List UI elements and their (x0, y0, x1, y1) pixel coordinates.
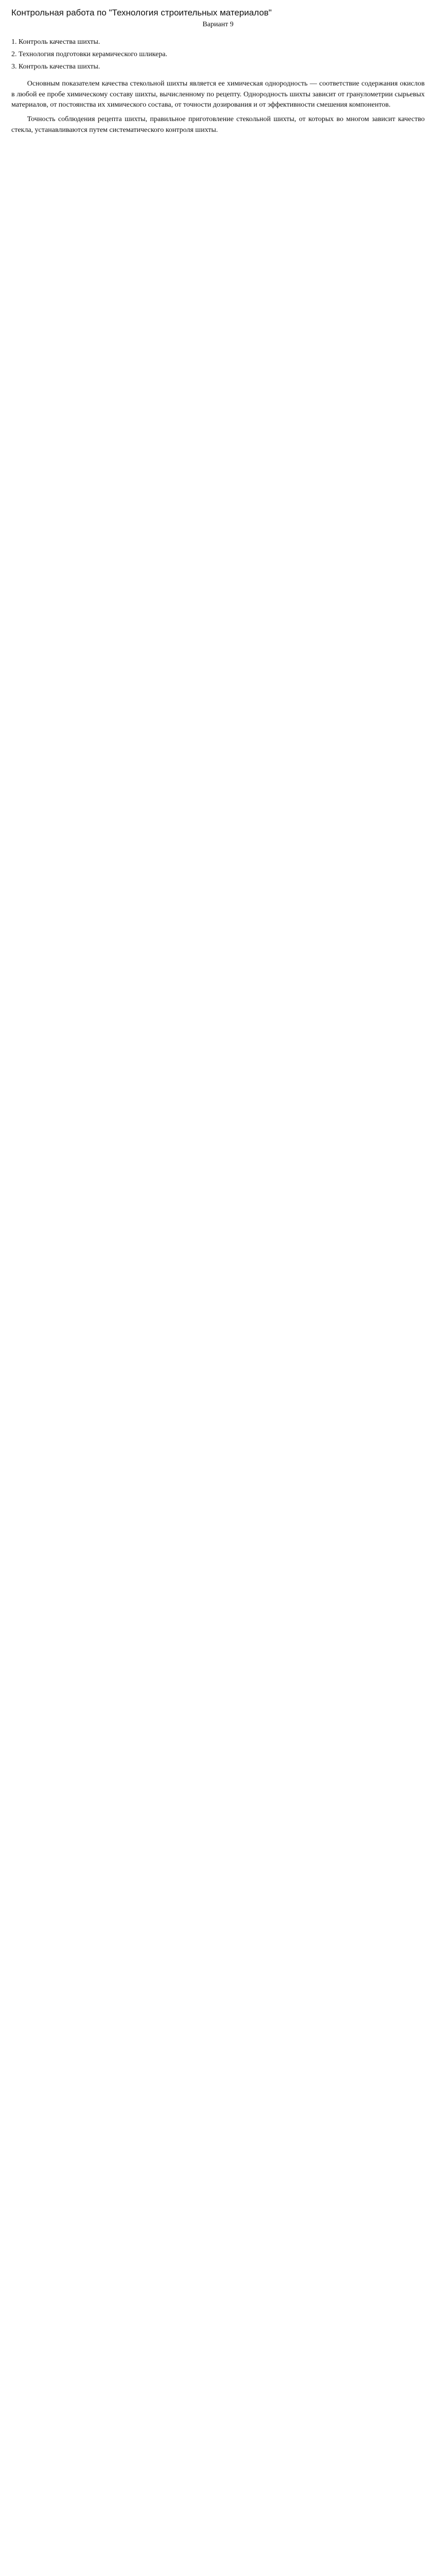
contents-list (11, 36, 425, 73)
variant-label: Вариант 9 (202, 21, 234, 29)
document-title: Контрольная работа по "Технология строительных материалов" (11, 8, 272, 18)
contents-item: 3. Контроль качества шихты. (11, 62, 100, 71)
body-paragraph: Точность соблюдения рецепта шихты, правильное приготовление стекольной шихты, от которых во многом зависит качество стекла, устанавливаются путем систематического контроля шихты. (11, 115, 425, 134)
contents-item: 1. Контроль качества шихты. (11, 38, 100, 46)
body-paragraph: Основным показателем качества стекольной шихты является ее химическая однородность — соответствие содержания окислов в любой ее пробе химическому составу шихты, вычисленному по рецепту. Однородность шихты зависит от гранулометрии сырьевых материалов, от постоянства их химического состава, от точности дозирования и от эффективности смешения компонентов. (11, 80, 425, 109)
contents-item: 2. Технология подготовки керамического шликера. (11, 50, 167, 58)
document-body (11, 79, 425, 135)
document-page (0, 0, 436, 160)
